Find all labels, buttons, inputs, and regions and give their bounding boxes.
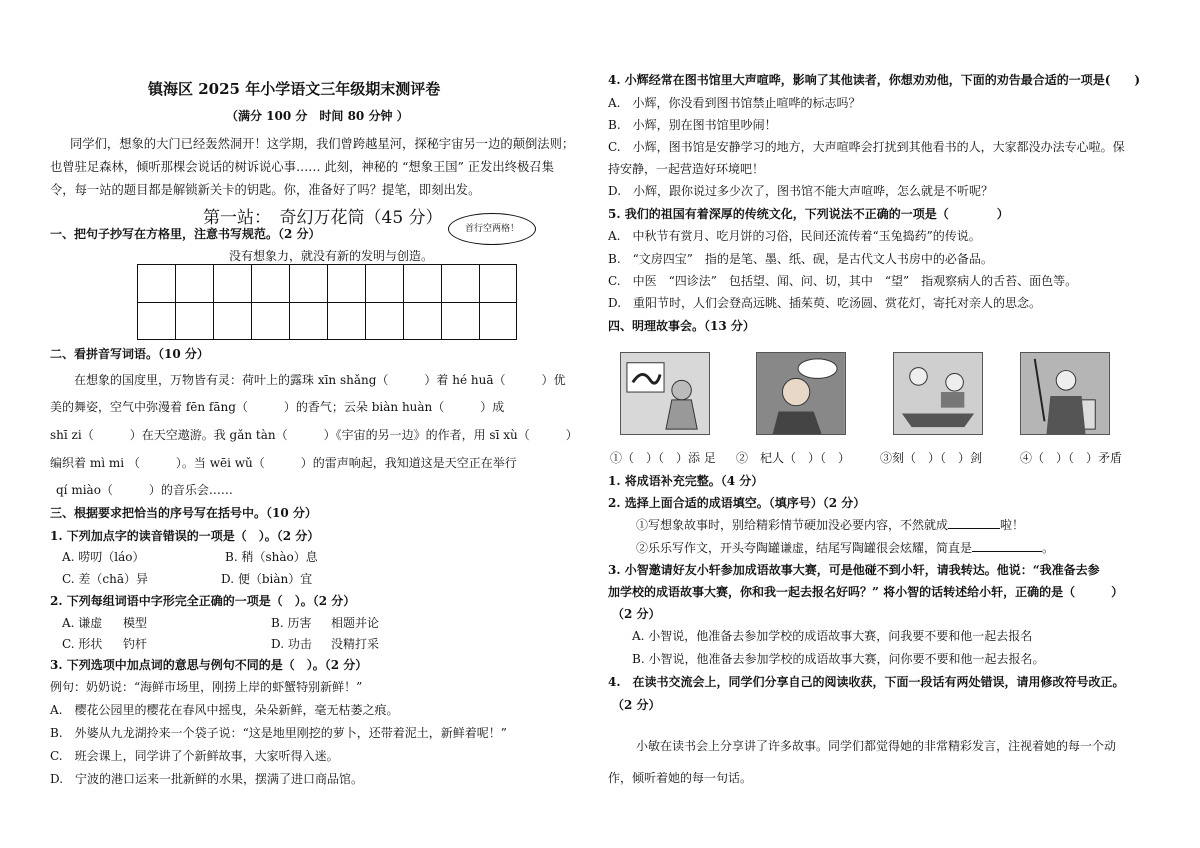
- q6-2-b: [636, 542, 1054, 554]
- q6-3-line-2: 加学校的成语故事大赛，你和我一起去报名好吗？” 将小智的话转述给小轩，正确的是（ ）: [608, 585, 1124, 599]
- q3-2-d1: D. 功击: [271, 637, 312, 651]
- q2-line-2: 美的舞姿，空气中弥漫着 fēn fāng（ ）的香气；云朵 biàn huàn（ ）成: [50, 400, 505, 414]
- q3-3-b: B. 外婆从九龙湖拎来一个袋子说：“这是地里刚挖的萝卜，还带着泥土，新鲜着呢！”: [50, 726, 507, 740]
- q3-3-c: C. 班会课上，同学讲了个新鲜故事，大家听得入迷。: [50, 749, 339, 763]
- q6-2-b-end: 。: [1042, 541, 1055, 555]
- q3-1-stem: 1. 下列加点字的读音错误的一项是（ ）。（2 分）: [50, 529, 320, 543]
- q2-line-4: 编织着 mì mi （ ）。当 wēi wǔ（ ）的雷声响起，我知道这是天空正在举行: [50, 456, 517, 470]
- page-title: 镇海区 2025 年小学语文三年级期末测评卷: [148, 80, 441, 98]
- q3-2-a2: 模型: [123, 616, 148, 630]
- q2-line-1: 在想象的国度里，万物皆有灵：荷叶上的露珠 xīn shǎng（ ）着 hé huā（ ）优: [74, 373, 566, 387]
- spear-shield-picture: [1020, 352, 1110, 435]
- q6-4-line-2: （2 分）: [612, 698, 661, 712]
- idiom-2: ② 杞人（ ）（ ）: [736, 451, 851, 465]
- q3-1-a: A. 唠叨（láo）: [62, 550, 145, 564]
- q4-stem: 4. 小辉经常在图书馆里大声喧哗，影响了其他读者，你想劝劝他，下面的劝告最合适的一项是( ): [608, 73, 1141, 87]
- q3-3-example: 例句：奶奶说：“海鲜市场里，刚捞上岸的虾蟹特别新鲜！”: [50, 680, 363, 694]
- q3-2-stem: 2. 下列每组词语中字形完全正确的一项是（ ）。（2 分）: [50, 594, 356, 608]
- q3-2-c2: 钓杆: [123, 637, 148, 651]
- intro-line-3: 令，每一站的题目都是解锁新关卡的钥匙。你，准备好了吗？提笔，即刻出发。: [50, 183, 481, 197]
- snake-picture: [620, 352, 710, 435]
- intro-line-1: 同学们，想象的大门已经轰然洞开！这学期，我们曾跨越星河，探秘宇宙另一边的颠倒法则；: [70, 137, 575, 151]
- q3-1-c: C. 差（chā）异: [62, 572, 148, 586]
- writing-grid[interactable]: [137, 264, 517, 340]
- boat-sword-picture: [893, 352, 983, 435]
- q6-heading: 四、明理故事会。（13 分）: [608, 319, 755, 333]
- passage-line-2: 作，倾听着她的每一句话。: [608, 771, 753, 785]
- q1-heading: 一、把句子抄写在方格里，注意书写规范。（2 分）: [50, 227, 321, 241]
- q3-3-d: D. 宁波的港口运来一批新鲜的水果，摆满了进口商品馆。: [50, 772, 364, 786]
- q3-2-b2: 相题并论: [331, 616, 380, 630]
- q6-2-a-text: ①写想象故事时，别给精彩情节硬加没必要内容，不然就成: [636, 518, 949, 532]
- q3-2-b1: B. 历害: [271, 616, 312, 630]
- answer-blank[interactable]: [948, 528, 1000, 529]
- worried-man-picture: [756, 352, 846, 435]
- q4-c-1: C. 小辉，图书馆是安静学习的地方，大声喧哗会打扰到其他看书的人，大家都没办法专心啦。保: [608, 140, 1125, 154]
- idiom-4: ④（ ）（ ）矛盾: [1020, 451, 1123, 465]
- q4-b: B. 小辉，别在图书馆里吵闹！: [608, 118, 777, 132]
- q5-stem: 5. 我们的祖国有着深厚的传统文化，下列说法不正确的一项是（ ）: [608, 207, 1009, 221]
- q3-3-a: A. 樱花公园里的樱花在春风中摇曳，朵朵新鲜，毫无枯萎之痕。: [50, 703, 399, 717]
- q6-3-line-3: （2 分）: [612, 607, 661, 621]
- answer-blank[interactable]: [972, 551, 1042, 552]
- q2-heading: 二、看拼音写词语。（10 分）: [50, 347, 209, 361]
- q3-2-a1: A. 谦虚: [62, 616, 103, 630]
- idiom-3: ③刻（ ）（ ）剑: [880, 451, 983, 465]
- q2-line-5: qí miào（ ）的音乐会……: [56, 483, 233, 497]
- q6-4-line-1: 4. 在读书交流会上，同学们分享自己的阅读收获，下面一段话有两处错误，请用修改符号改正。: [608, 675, 1125, 689]
- q3-3-stem: 3. 下列选项中加点词的意思与例句不同的是（ ）。（2 分）: [50, 658, 368, 672]
- q4-a: A. 小辉，你没看到图书馆禁止喧哗的标志吗？: [608, 96, 861, 110]
- q5-a: A. 中秋节有赏月、吃月饼的习俗，民间还流传着“玉兔捣药”的传说。: [608, 229, 981, 243]
- q1-sentence: 没有想象力，就没有新的发明与创造。: [229, 249, 434, 263]
- q2-line-3: shī zi（ ）在天空遨游。我 gǎn tàn（ ）《宇宙的另一边》的作者，用 sī xù（ ）: [50, 428, 578, 442]
- q6-3-a: A. 小智说，他准备去参加学校的成语故事大赛，问我要不要和他一起去报名: [632, 629, 1033, 643]
- q5-b: B. “文房四宝” 指的是笔、墨、纸、砚，是古代文人书房中的必备品。: [608, 252, 993, 266]
- q3-2-c1: C. 形状: [62, 637, 103, 651]
- idiom-1: ①（ ）（ ）添 足: [610, 451, 716, 465]
- q6-3-line-1: 3. 小智邀请好友小轩参加成语故事大赛，可是他碰不到小轩，请我转达。他说：“我准备去参: [608, 563, 1100, 577]
- q6-1: 1. 将成语补充完整。（4 分）: [608, 474, 764, 488]
- q6-2-b-text: ②乐乐写作文，开头夸陶罐谦虚，结尾写陶罐很会炫耀，简直是: [636, 541, 973, 555]
- q5-c: C. 中医 “四诊法” 包括望、闻、问、切，其中 “望” 指观察病人的舌苔、面色等。: [608, 274, 1078, 288]
- q6-3-b: B. 小智说，他准备去参加学校的成语故事大赛，问你要不要和他一起去报名。: [632, 652, 1045, 666]
- intro-line-2: 也曾驻足森林，倾听那棵会说话的树诉说心事…… 此刻，神秘的 “想象王国” 正发出终极召集: [50, 160, 554, 174]
- passage-line-1: 小敏在读书会上分享讲了许多故事。同学们都觉得她的非常精彩发言，注视着她的每一个动: [636, 739, 1117, 753]
- q3-1-d: D. 便（biàn）宜: [221, 572, 313, 586]
- exam-meta: （满分 100 分 时间 80 分钟 ）: [226, 109, 409, 123]
- q5-d: D. 重阳节时，人们会登高远眺、插茱萸、吃汤圆、赏花灯，寄托对亲人的思念。: [608, 296, 1042, 310]
- q3-2-d2: 没精打采: [331, 637, 380, 651]
- grid-row-divider: [138, 302, 516, 303]
- q4-d: D. 小辉，跟你说过多少次了，图书馆不能大声喧哗，怎么就是不听呢？: [608, 184, 994, 198]
- reminder-bubble: 首行空两格！: [448, 213, 536, 245]
- station-title: 第一站： 奇幻万花筒（45 分）: [203, 208, 443, 228]
- q6-2-a-end: 啦！: [1000, 518, 1025, 532]
- q6-2: 2. 选择上面合适的成语填空。（填序号）（2 分）: [608, 496, 866, 510]
- q3-1-b: B. 稍（shào）息: [225, 550, 318, 564]
- q3-heading: 三、根据要求把恰当的序号写在括号中。（10 分）: [50, 506, 317, 520]
- q6-2-a: [636, 519, 1024, 531]
- q4-c-2: 持安静，一起营造好环境吧！: [608, 162, 765, 176]
